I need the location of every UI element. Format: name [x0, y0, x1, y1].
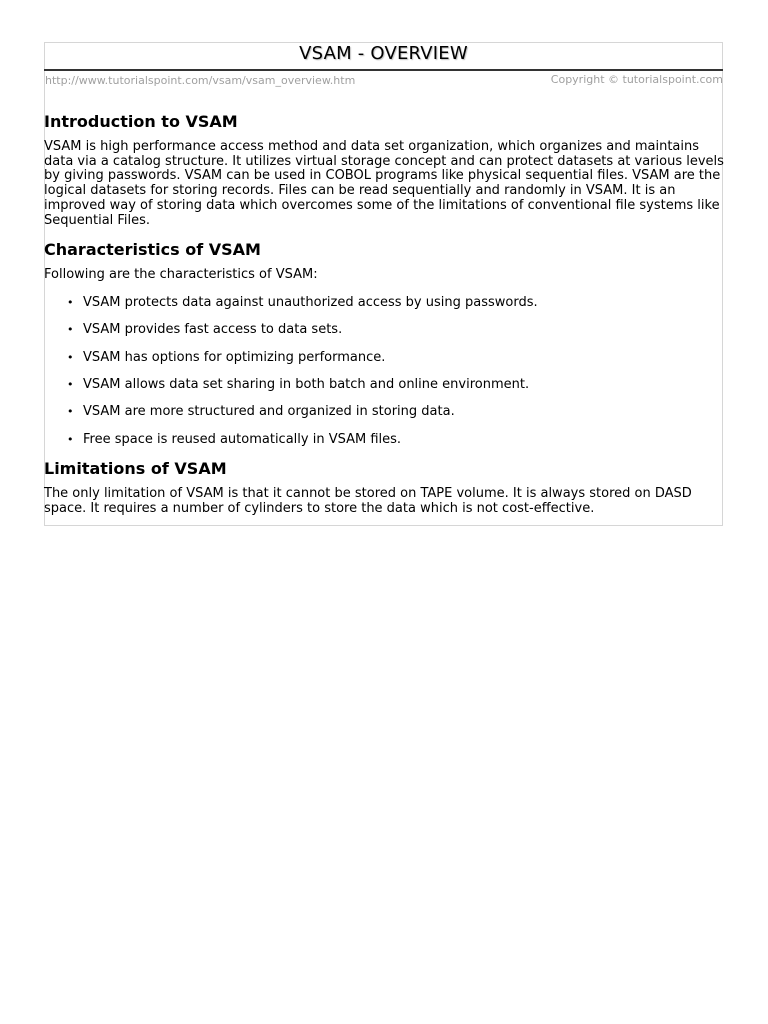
list-item: [67, 432, 724, 447]
list-item-text: VSAM has options for optimizing performance.: [83, 349, 386, 365]
list-item-text: VSAM provides fast access to data sets.: [83, 322, 343, 338]
bullet-icon: •: [67, 405, 74, 419]
section-lead-text: Following are the characteristics of VSAM:: [44, 267, 318, 283]
characteristics-list: [44, 295, 724, 447]
page-title: VSAM - OVERVIEW: [299, 43, 468, 64]
list-item: [67, 404, 724, 419]
list-item: [67, 350, 724, 365]
section-paragraph: The only limitation of VSAM is that it cannot be stored on TAPE volume. It is always stored on DASD space. It requires a number of cylinders to store the data which is not cost-effective.: [44, 486, 692, 516]
bullet-icon: •: [67, 350, 74, 364]
list-item-text: Free space is reused automatically in VSAM files.: [83, 431, 402, 447]
section-introduction: [44, 112, 724, 228]
list-item-text: VSAM protects data against unauthorized access by using passwords.: [83, 294, 538, 310]
section-heading: Limitations of VSAM: [44, 459, 227, 479]
bullet-icon: •: [67, 378, 74, 392]
document-body: [44, 112, 724, 517]
list-item: [67, 322, 724, 337]
section-paragraph: VSAM is high performance access method and data set organization, which organizes and maintains data via a catalog structure. It utilizes virtual storage concept and can protect datasets at various levels by giving passwords. VSAM can be used in COBOL programs like physical sequential files. VSAM are the logical datasets for storing records. Files can be read sequentially and randomly in VSAM. It is an improved way of storing data which overcomes some of the limitations of conventional file systems like Sequential Files.: [44, 139, 724, 228]
bullet-icon: •: [67, 323, 74, 337]
copyright-notice: Copyright © tutorialspoint.com: [550, 73, 723, 86]
section-heading: Introduction to VSAM: [44, 112, 238, 131]
list-item: [67, 295, 724, 310]
title-divider: [44, 69, 723, 71]
source-url[interactable]: http://www.tutorialspoint.com/vsam/vsam_overview.htm: [45, 74, 356, 87]
section-limitations: [44, 459, 724, 516]
list-item-text: VSAM are more structured and organized in storing data.: [83, 404, 455, 420]
bullet-icon: •: [67, 295, 74, 309]
section-characteristics: [44, 240, 724, 447]
list-item: [67, 377, 724, 392]
section-heading: Characteristics of VSAM: [44, 240, 261, 260]
list-item-text: VSAM allows data set sharing in both batch and online environment.: [83, 377, 530, 393]
bullet-icon: •: [67, 432, 74, 446]
